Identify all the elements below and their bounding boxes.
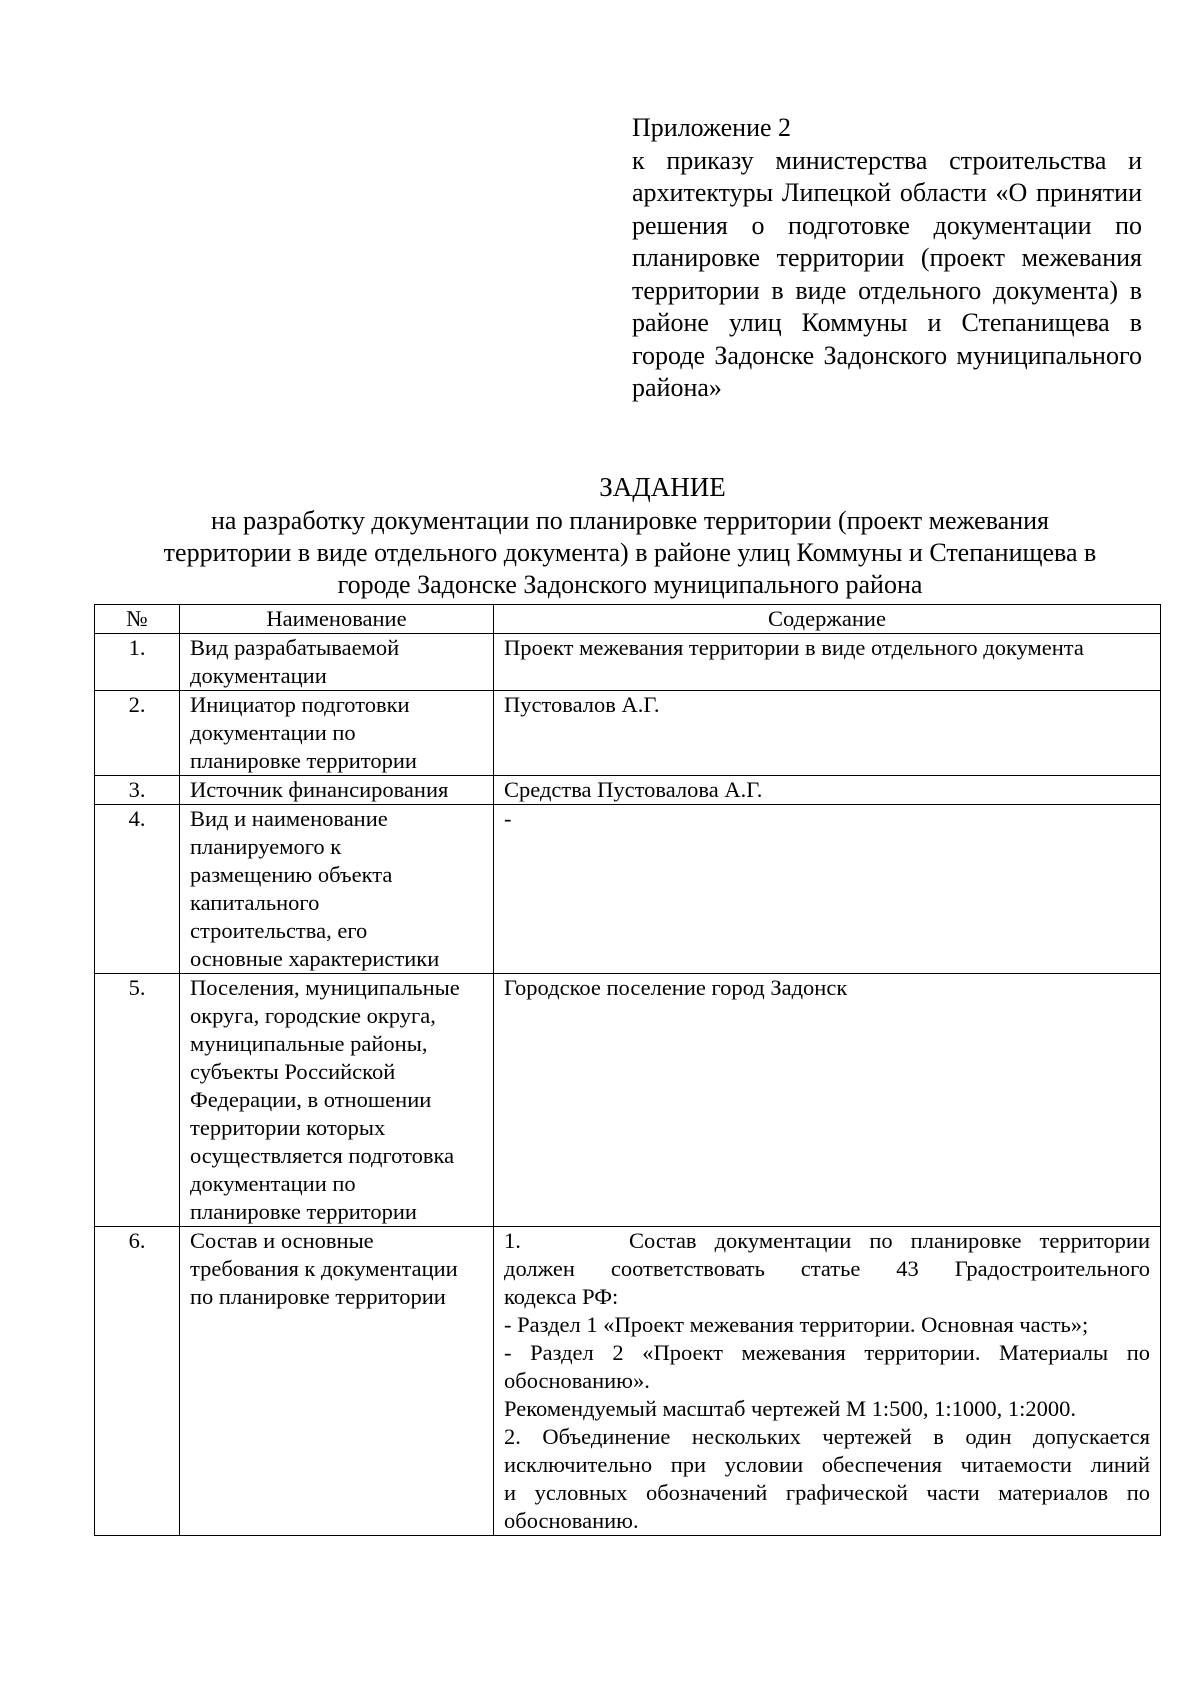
row-number: 1. bbox=[95, 634, 180, 691]
appendix-body: к приказу министерства строительства и архитектуры Липецкой области «О принятии решения о подготовке документации по планировке территории (проект межевания территории в виде отдельного документа) в районе улиц Коммуны и Степанищева в городе Задонске Задонского муниципального района» bbox=[632, 145, 1142, 402]
table-row bbox=[95, 634, 1161, 691]
assignment-table bbox=[94, 604, 1161, 1536]
row-number: 2. bbox=[95, 691, 180, 776]
header-content: Содержание bbox=[494, 605, 1161, 634]
header-number: № bbox=[95, 605, 180, 634]
content-line: 2. Объединение нескольких чертежей в один допускается bbox=[504, 1424, 1150, 1449]
row-content: Городское поселение город Задонск bbox=[494, 974, 1161, 1227]
row-name-line: требования к документации bbox=[190, 1256, 458, 1281]
content-line: обоснованию. bbox=[504, 1508, 639, 1533]
row-name bbox=[180, 634, 494, 691]
header-name: Наименование bbox=[180, 605, 494, 634]
content-line: должен соответствовать статье 43 Градостроительного bbox=[504, 1256, 1150, 1281]
row-name-line: документации bbox=[190, 663, 327, 688]
content-line: - Раздел 1 «Проект межевания территории. Основная часть»; bbox=[504, 1312, 1089, 1337]
row-name-line: строительства, его bbox=[190, 918, 368, 943]
row-content: Средства Пустовалова А.Г. bbox=[494, 776, 1161, 805]
row-number: 6. bbox=[95, 1227, 180, 1536]
row-name-line: субъекты Российской bbox=[190, 1059, 396, 1084]
row-name-line: планировке территории bbox=[190, 1199, 417, 1224]
table-header-row bbox=[95, 605, 1161, 634]
table-row bbox=[95, 805, 1161, 974]
content-line: и условных обозначений графической части материалов по bbox=[504, 1480, 1150, 1505]
row-name-line: Федерации, в отношении bbox=[190, 1087, 432, 1112]
row-name-line: Состав и основные bbox=[190, 1228, 374, 1253]
table-row bbox=[95, 691, 1161, 776]
row-name-line: территории которых bbox=[190, 1115, 386, 1140]
row-name-line: осуществляется подготовка bbox=[190, 1143, 455, 1168]
row-number: 3. bbox=[95, 776, 180, 805]
row-name-line: планировке территории bbox=[190, 748, 417, 773]
row-name bbox=[180, 805, 494, 974]
assignment-title: ЗАДАНИЕ bbox=[599, 472, 726, 502]
row-name-line: Поселения, муниципальные bbox=[190, 975, 460, 1000]
table-row bbox=[95, 776, 1161, 805]
row-content: - bbox=[494, 805, 1161, 974]
row-name-line: документации по bbox=[190, 1171, 356, 1196]
row-name-line: размещению объекта bbox=[190, 862, 393, 887]
table-row bbox=[95, 1227, 1161, 1536]
subtitle-line: городе Задонске Задонского муниципального района bbox=[337, 570, 923, 599]
row-name-line: Инициатор подготовки bbox=[190, 692, 410, 717]
appendix-block bbox=[632, 112, 1142, 405]
row-number: 4. bbox=[95, 805, 180, 974]
content-line: 1. Состав документации по планировке территории bbox=[504, 1228, 1150, 1253]
row-name-line: основные характеристики bbox=[190, 946, 440, 971]
row-name-line: Вид разрабатываемой bbox=[190, 635, 400, 660]
row-name-line: муниципальные районы, bbox=[190, 1031, 428, 1056]
content-line: исключительно при условии обеспечения читаемости линий bbox=[504, 1452, 1150, 1477]
subtitle-line: территории в виде отдельного документа) в районе улиц Коммуны и Степанищева в bbox=[163, 538, 1097, 567]
row-content: Проект межевания территории в виде отдельного документа bbox=[494, 634, 1161, 691]
row-name bbox=[180, 974, 494, 1227]
content-line: кодекса РФ: bbox=[504, 1284, 619, 1309]
row-name-line: капитального bbox=[190, 890, 320, 915]
row-content bbox=[494, 1227, 1161, 1536]
row-name-line: планируемого к bbox=[190, 834, 342, 859]
content-line: обоснованию». bbox=[504, 1368, 650, 1393]
row-name-line: Источник финансирования bbox=[190, 777, 449, 802]
assignment-subtitle bbox=[100, 505, 1160, 601]
table-row bbox=[95, 974, 1161, 1227]
content-line: - Раздел 2 «Проект межевания территории. Материалы по bbox=[504, 1340, 1150, 1365]
row-name-line: округа, городские округа, bbox=[190, 1003, 436, 1028]
row-content: Пустовалов А.Г. bbox=[494, 691, 1161, 776]
row-number: 5. bbox=[95, 974, 180, 1227]
row-name bbox=[180, 776, 494, 805]
row-name-line: Вид и наименование bbox=[190, 806, 388, 831]
row-name bbox=[180, 1227, 494, 1536]
appendix-title: Приложение 2 bbox=[632, 113, 792, 142]
subtitle-line: на разработку документации по планировке территории (проект межевания bbox=[211, 506, 1049, 535]
row-name-line: по планировке территории bbox=[190, 1284, 446, 1309]
row-name bbox=[180, 691, 494, 776]
row-name-line: документации по bbox=[190, 720, 356, 745]
content-line: Рекомендуемый масштаб чертежей М 1:500, 1:1000, 1:2000. bbox=[504, 1396, 1077, 1421]
